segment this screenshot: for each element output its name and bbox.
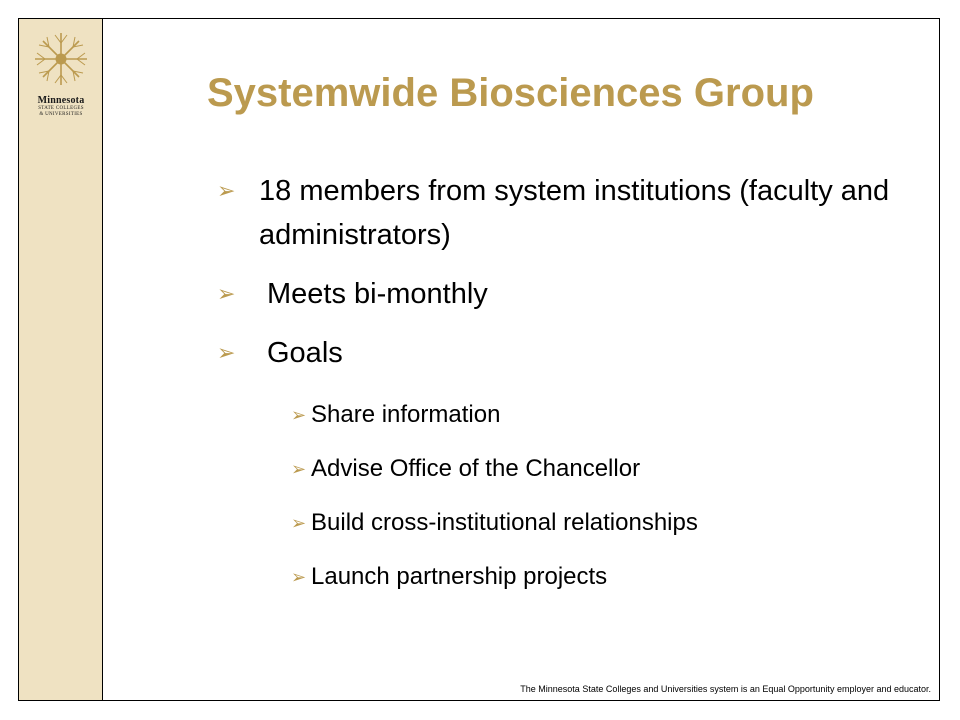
bullet-item (217, 169, 917, 257)
sub-bullet-item (217, 451, 917, 487)
sub-bullet-text: Build cross-institutional relationships (311, 509, 698, 536)
arrowhead-bullet-icon: ➢ (217, 178, 236, 203)
arrowhead-bullet-icon: ➢ (291, 513, 307, 533)
star-logo-icon (33, 29, 89, 91)
arrowhead-bullet-icon: ➢ (217, 340, 236, 365)
bullet-text: Meets bi-monthly (267, 278, 488, 310)
sub-bullet-item (217, 559, 917, 595)
slide (18, 18, 940, 701)
footer-disclaimer: The Minnesota State Colleges and Universities system is an Equal Opportunity employer and educator. (520, 684, 931, 694)
sub-bullet-text: Advise Office of the Chancellor (311, 455, 641, 482)
logo-subtitle-line2: & UNIVERSITIES (39, 112, 83, 117)
left-band (19, 19, 103, 700)
sub-bullet-text: Launch partnership projects (311, 563, 608, 590)
arrowhead-bullet-icon: ➢ (291, 567, 307, 587)
bullet-text: Goals (267, 337, 343, 369)
bullet-item (217, 272, 917, 316)
bullet-list (217, 169, 917, 595)
logo-name: Minnesota (37, 95, 85, 106)
sub-bullet-item (217, 397, 917, 433)
slide-title: Systemwide Biosciences Group (207, 71, 814, 115)
sub-bullet-text: Share information (311, 401, 501, 428)
bullet-text: 18 members from system institutions (faculty and administrators) (259, 175, 890, 251)
sub-bullet-item (217, 505, 917, 541)
arrowhead-bullet-icon: ➢ (291, 459, 307, 479)
arrowhead-bullet-icon: ➢ (291, 405, 307, 425)
logo-subtitle-line1: STATE COLLEGES (38, 106, 84, 111)
logo (19, 29, 103, 118)
bullet-item (217, 331, 917, 375)
arrowhead-bullet-icon: ➢ (217, 281, 236, 306)
